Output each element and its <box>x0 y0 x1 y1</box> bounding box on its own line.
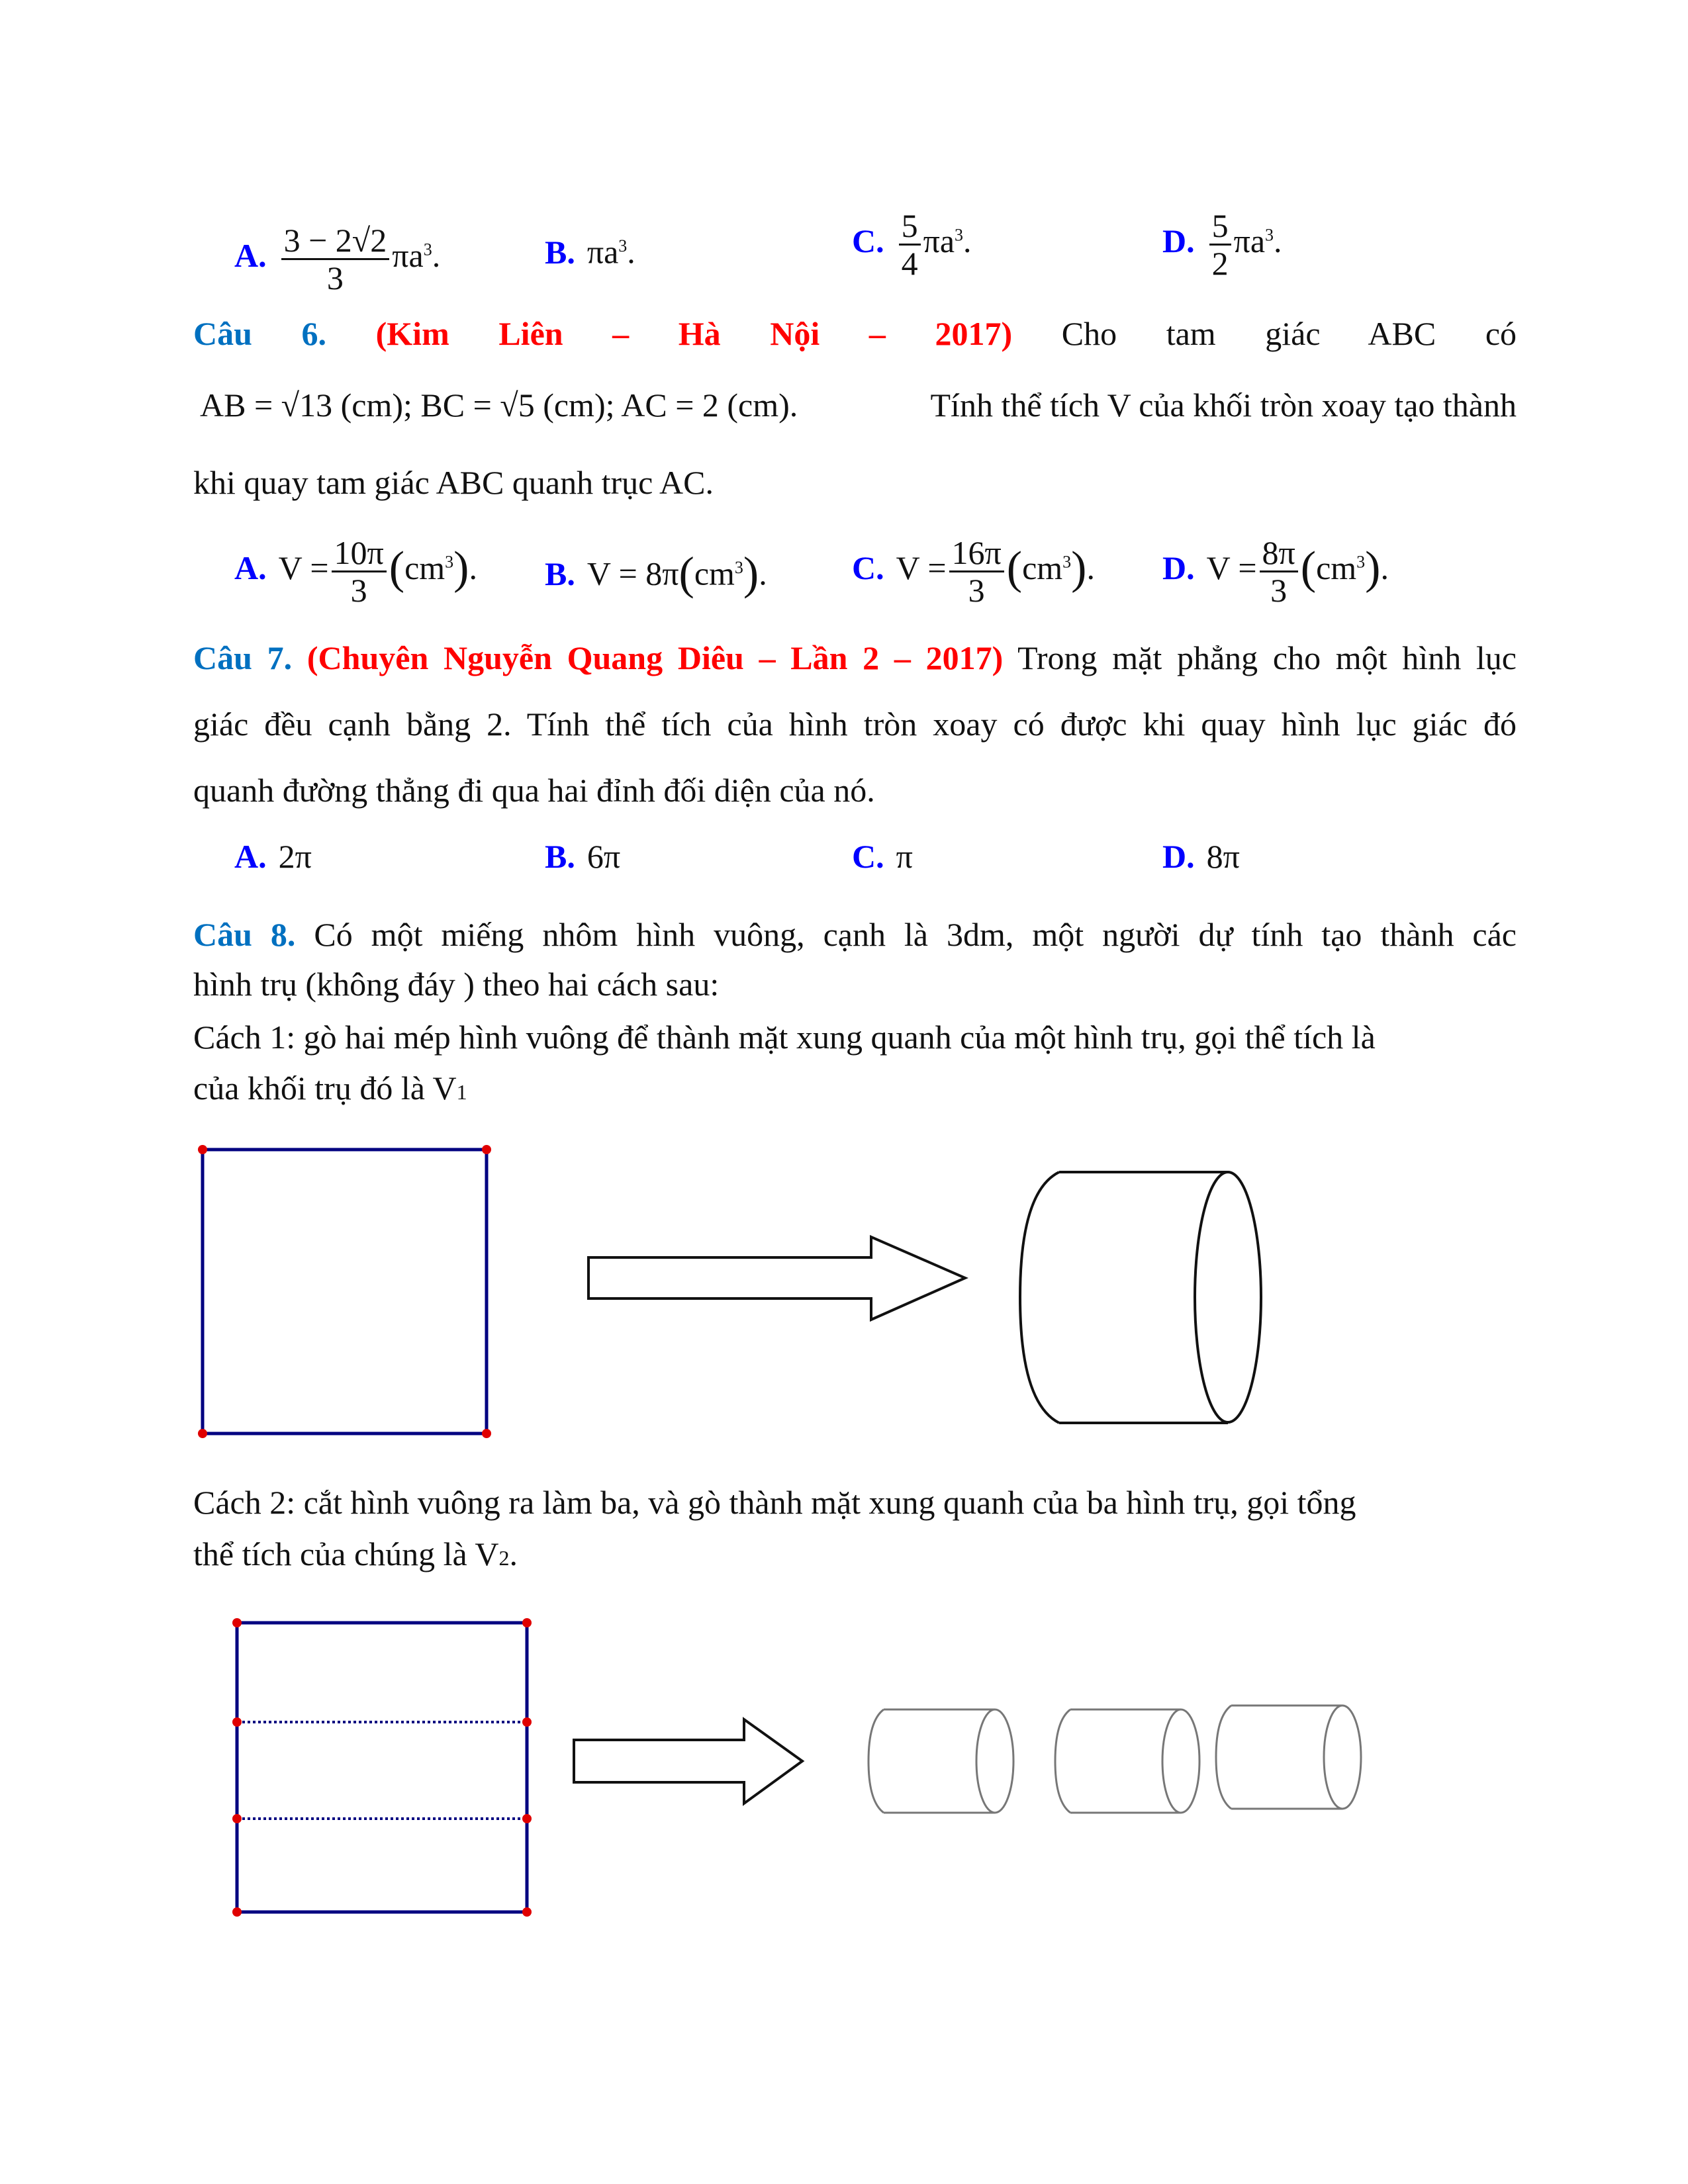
option-label: D. <box>1162 838 1195 875</box>
subscript: 2 <box>498 1546 510 1570</box>
way2-text: thể tích của chúng là V <box>193 1535 499 1572</box>
option-label: B. <box>545 838 575 875</box>
exponent: 3 <box>445 552 454 572</box>
small-cylinder <box>1055 1709 1199 1813</box>
option-value: π <box>896 838 913 875</box>
question-text: Cho tam giác ABC có <box>1061 315 1517 352</box>
q6-option-d: D. V = $\frac{8\pi}{3}$ $(cm^3)$. <box>1162 534 1389 609</box>
question-text: Tính thể tích V của khối tròn xoay tạo thành <box>930 387 1517 424</box>
way2-line-1: Cách 2: cắt hình vuông ra làm ba, và gò thành mặt xung quanh của ba hình trụ, gọi tổng <box>193 1484 1356 1521</box>
exponent: 3 <box>955 225 964 245</box>
unit: cm <box>1316 549 1357 586</box>
expr: πa <box>586 233 619 271</box>
subscript: 1 <box>456 1080 467 1104</box>
numerator: 16π <box>949 535 1004 572</box>
option-label: D. <box>1162 549 1195 586</box>
question-source: (Kim Liên – Hà Nội – 2017) <box>375 315 1013 352</box>
denominator: 3 <box>326 259 344 296</box>
expr: πa <box>923 222 955 259</box>
q7-line-3: quanh đường thẳng đi qua hai đỉnh đối diện của nó. <box>193 772 875 809</box>
denominator: 4 <box>901 245 918 282</box>
unit: cm <box>404 549 445 586</box>
option-label: D. <box>1162 222 1195 259</box>
expr: V = 8π <box>586 555 679 592</box>
expr: πa <box>1233 222 1266 259</box>
period: . <box>963 222 972 259</box>
square-sheet <box>237 1623 527 1912</box>
vertex-points <box>232 1618 532 1917</box>
option-label: B. <box>545 233 575 271</box>
exponent: 3 <box>618 236 628 255</box>
arrow-right-icon <box>588 1237 965 1320</box>
denominator: 3 <box>968 572 985 609</box>
option-value: 6π <box>586 838 621 875</box>
option-label: C. <box>852 838 884 875</box>
denominator: 2 <box>1211 245 1229 282</box>
vertex-points <box>198 1145 491 1438</box>
period: . <box>627 233 635 271</box>
option-label: A. <box>234 838 267 875</box>
option-value: 8π <box>1206 838 1240 875</box>
exponent: 3 <box>1265 225 1274 245</box>
q6-line-3: khi quay tam giác ABC quanh trục AC. <box>193 464 714 501</box>
exponent: 3 <box>734 558 743 577</box>
option-label: B. <box>545 555 575 592</box>
expr: πa <box>392 236 424 274</box>
period: . <box>432 236 441 274</box>
expr: V = <box>896 549 947 586</box>
exponent: 3 <box>423 240 432 259</box>
question-text: Trong mặt phẳng cho một hình lục <box>1017 639 1517 676</box>
period: . <box>509 1535 518 1572</box>
question-number: Câu 6. <box>193 315 327 352</box>
figure-way-2 <box>232 1618 1361 1917</box>
q6-option-b: B. $V = 8\pi(cm^3)$. <box>545 548 767 600</box>
question-text: Có một miếng nhôm hình vuông, cạnh là 3dm, một người dự tính tạo thành các <box>314 916 1517 953</box>
denominator: 3 <box>1270 572 1288 609</box>
option-label: A. <box>234 236 267 274</box>
unit: cm <box>694 555 735 592</box>
q6-option-c: C. V = $\frac{16\pi}{3}$ $(cm^3)$. <box>852 534 1095 609</box>
cylinder <box>1020 1172 1261 1423</box>
numerator: 3 − 2√2 <box>281 222 390 260</box>
square-sheet <box>203 1150 487 1433</box>
numerator: 10π <box>332 535 387 572</box>
option-label: C. <box>852 222 884 259</box>
option-label: A. <box>234 549 267 586</box>
q6-option-a: A. V = $\frac{10\pi}{3}$ $(cm^3)$. <box>234 534 477 609</box>
numerator: 8π <box>1260 535 1298 572</box>
option-label: C. <box>852 549 884 586</box>
question-number: Câu 8. <box>193 916 296 953</box>
way1-line-1: Cách 1: gò hai mép hình vuông để thành mặt xung quanh của một hình trụ, gọi thể tích là <box>193 1019 1376 1056</box>
numerator: 5 <box>1209 208 1231 246</box>
period: . <box>1274 222 1282 259</box>
expr: V = <box>1206 549 1257 586</box>
q7-line-2: giác đều cạnh bằng 2. Tính thể tích của hình tròn xoay có được khi quay hình lục giác đó <box>193 705 1517 743</box>
figure-way-1 <box>198 1145 1261 1438</box>
unit: cm <box>1022 549 1063 586</box>
option-value: 2π <box>278 838 312 875</box>
exponent: 3 <box>1062 552 1072 572</box>
question-source: (Chuyên Nguyễn Quang Diêu – Lần 2 – 2017) <box>306 639 1004 676</box>
question-number: Câu 7. <box>193 639 293 676</box>
exponent: 3 <box>1356 552 1366 572</box>
given-lengths: AB = √13 (cm); BC = √5 (cm); AC = 2 (cm). <box>200 387 798 424</box>
numerator: 5 <box>899 208 921 246</box>
expr: V = <box>278 549 329 586</box>
small-cylinder <box>1216 1706 1361 1809</box>
way1-text: của khối trụ đó là V <box>193 1069 457 1107</box>
small-cylinder <box>868 1709 1013 1813</box>
q8-line-2: hình trụ (không đáy ) theo hai cách sau: <box>193 966 720 1003</box>
denominator: 3 <box>350 572 367 609</box>
arrow-right-icon <box>574 1719 802 1803</box>
